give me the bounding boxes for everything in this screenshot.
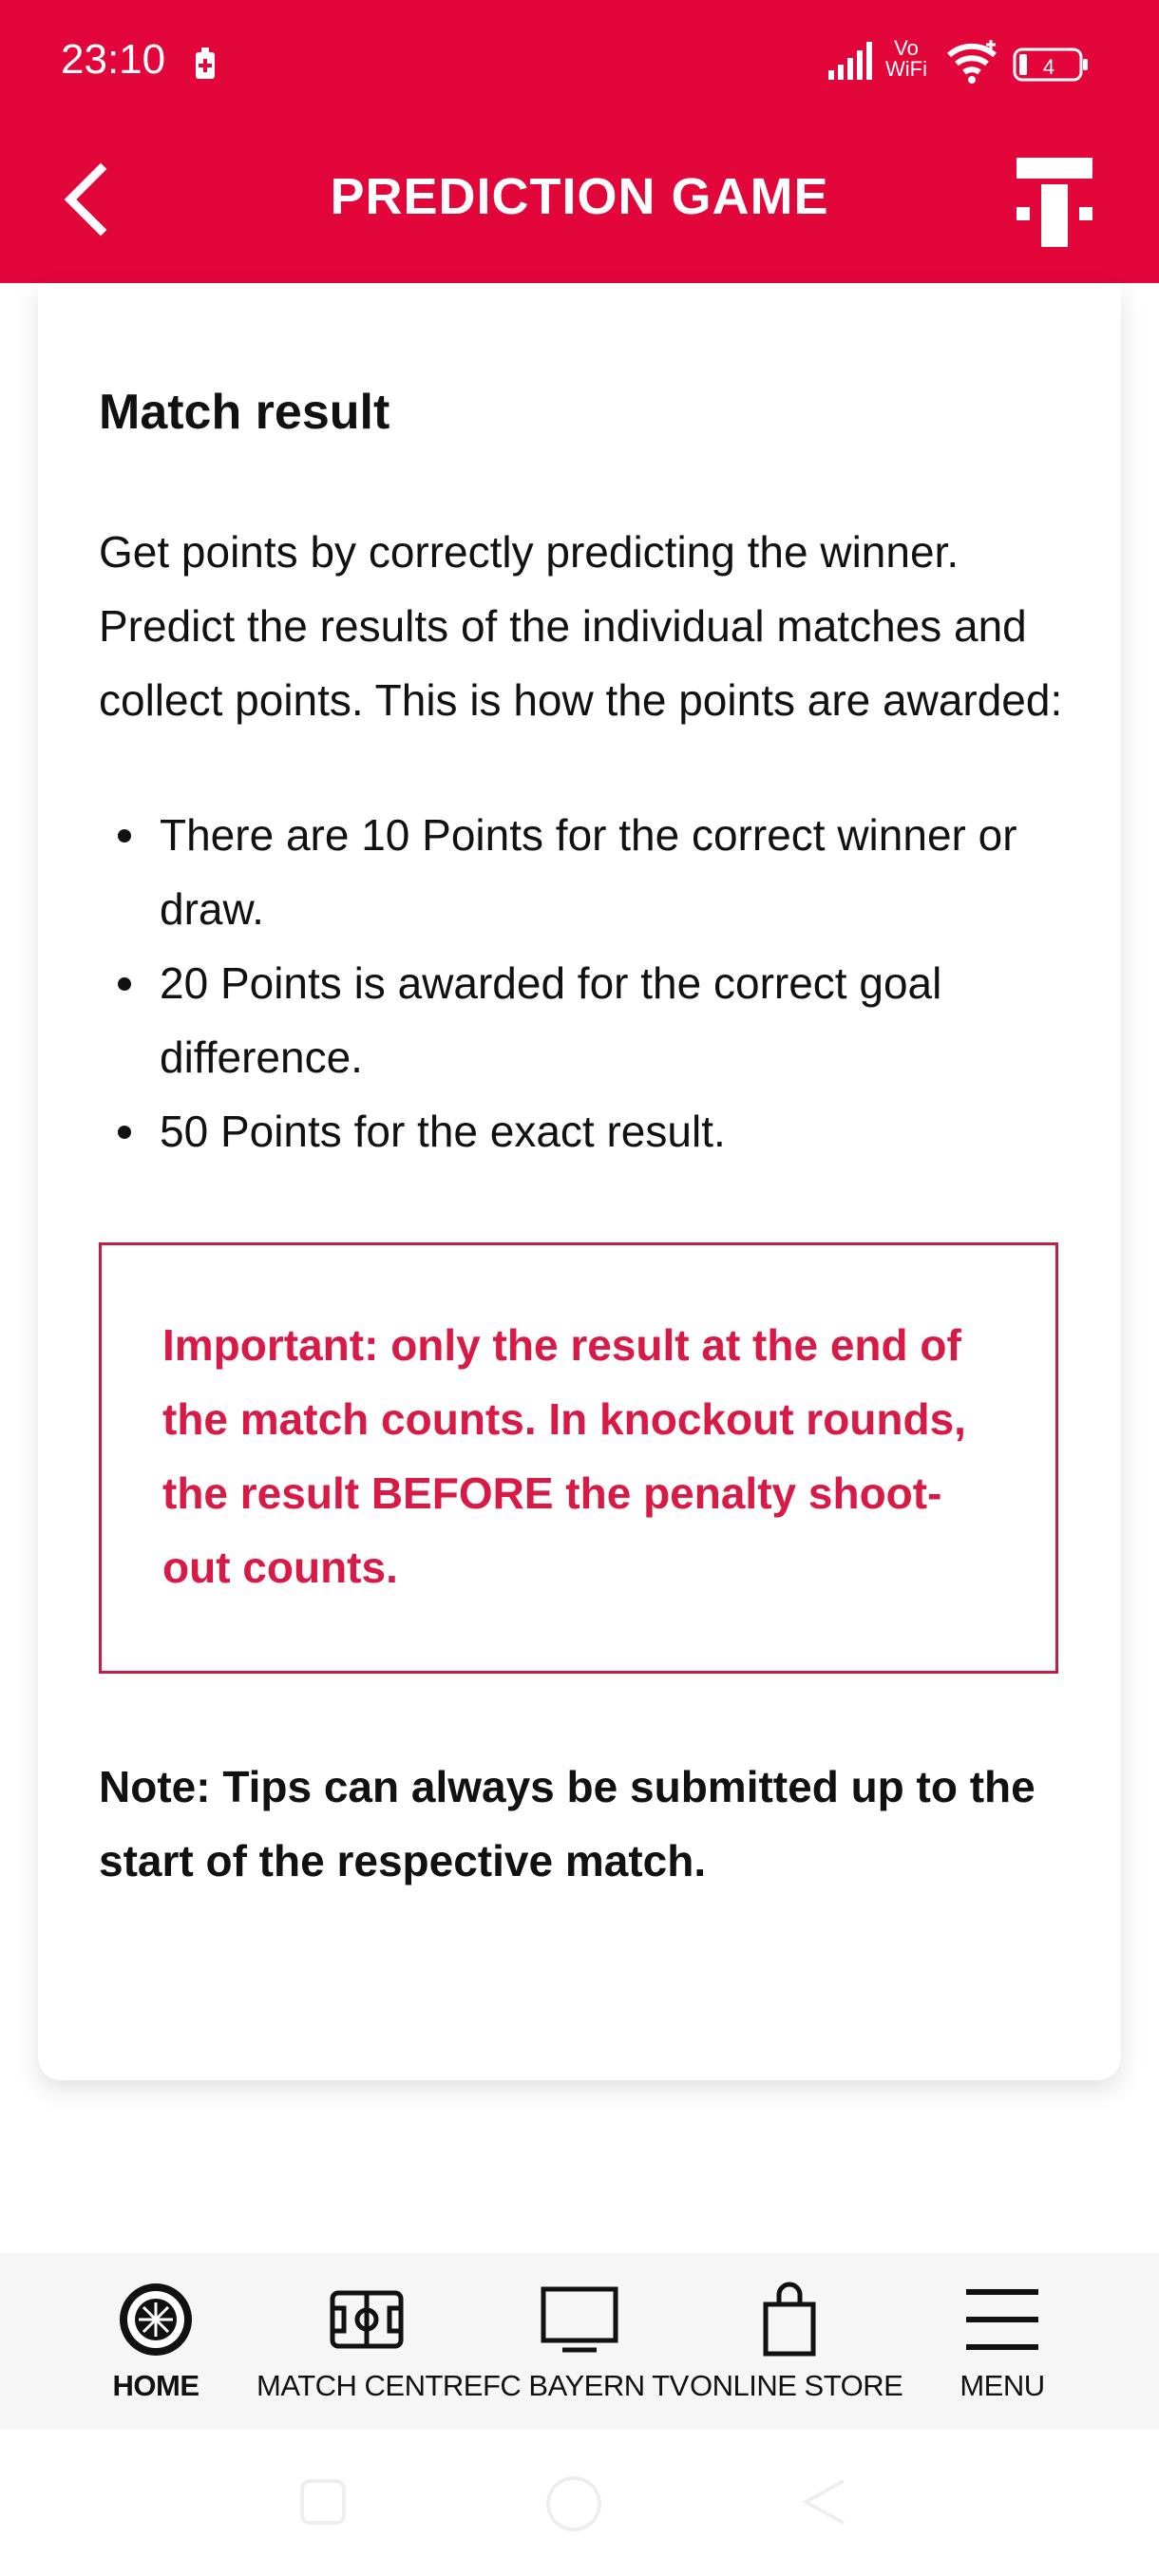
page-title: PREDICTION GAME — [330, 168, 829, 225]
system-navigation-bar — [0, 2430, 1159, 2576]
status-bar — [0, 0, 1159, 133]
tv-icon — [540, 2282, 619, 2358]
vowifi-top: Vo — [894, 36, 919, 60]
back-triangle-icon[interactable] — [800, 2477, 849, 2527]
telekom-logo-icon — [1016, 158, 1092, 247]
nav-label: FC BAYERN TV — [483, 2369, 689, 2402]
shopping-bag-icon — [756, 2282, 823, 2358]
signal-strength-icon — [828, 42, 878, 80]
bottom-navigation — [0, 2253, 1159, 2430]
top-header — [0, 0, 1159, 283]
nav-match-centre[interactable] — [256, 2282, 483, 2403]
nav-menu[interactable] — [931, 2282, 1074, 2403]
status-time: 23:10 — [61, 36, 166, 83]
note-text: Note: Tips can always be submitted up to the start of the respective match. — [99, 1762, 1036, 1885]
rules-card — [38, 283, 1121, 2080]
rules-content — [99, 378, 1068, 1898]
points-list — [99, 798, 1068, 1168]
intro-line-2: Predict the results of the individual matches and collect points. This is how the points are awarded: — [99, 601, 1063, 725]
list-item: 20 Points is awarded for the correct goal difference. — [99, 946, 1068, 1094]
battery-saver-icon — [193, 47, 218, 80]
nav-label: HOME — [112, 2369, 200, 2402]
wifi-icon — [945, 38, 1000, 85]
vowifi-bottom: WiFi — [885, 57, 927, 81]
important-notice-box — [99, 1242, 1058, 1674]
nav-online-store[interactable] — [690, 2282, 903, 2403]
battery-level-text: 4 — [1042, 55, 1055, 79]
intro-line-1: Get points by correctly predicting the winner. — [99, 527, 960, 577]
important-notice-text: Important: only the result at the end of the match counts. In knockout rounds, the result BEFORE the penalty shoot-out counts. — [162, 1320, 966, 1592]
nav-label: MENU — [960, 2369, 1045, 2402]
home-circle-icon[interactable] — [543, 2473, 604, 2534]
nav-home[interactable] — [80, 2282, 232, 2403]
nav-label: MATCH CENTRE — [256, 2369, 483, 2402]
fc-bayern-crest-icon — [118, 2282, 194, 2358]
vowifi-indicator — [885, 38, 927, 80]
list-item: 50 Points for the exact result. — [99, 1094, 1068, 1168]
list-item: There are 10 Points for the correct winner or draw. — [99, 798, 1068, 946]
nav-label: ONLINE STORE — [690, 2369, 903, 2402]
recent-apps-icon[interactable] — [298, 2477, 348, 2527]
hamburger-menu-icon — [964, 2282, 1040, 2358]
pitch-icon — [329, 2282, 405, 2358]
battery-icon — [1013, 47, 1091, 82]
app-bar — [0, 133, 1159, 283]
section-title: Match result — [99, 385, 390, 440]
nav-fc-bayern-tv[interactable] — [483, 2282, 689, 2403]
